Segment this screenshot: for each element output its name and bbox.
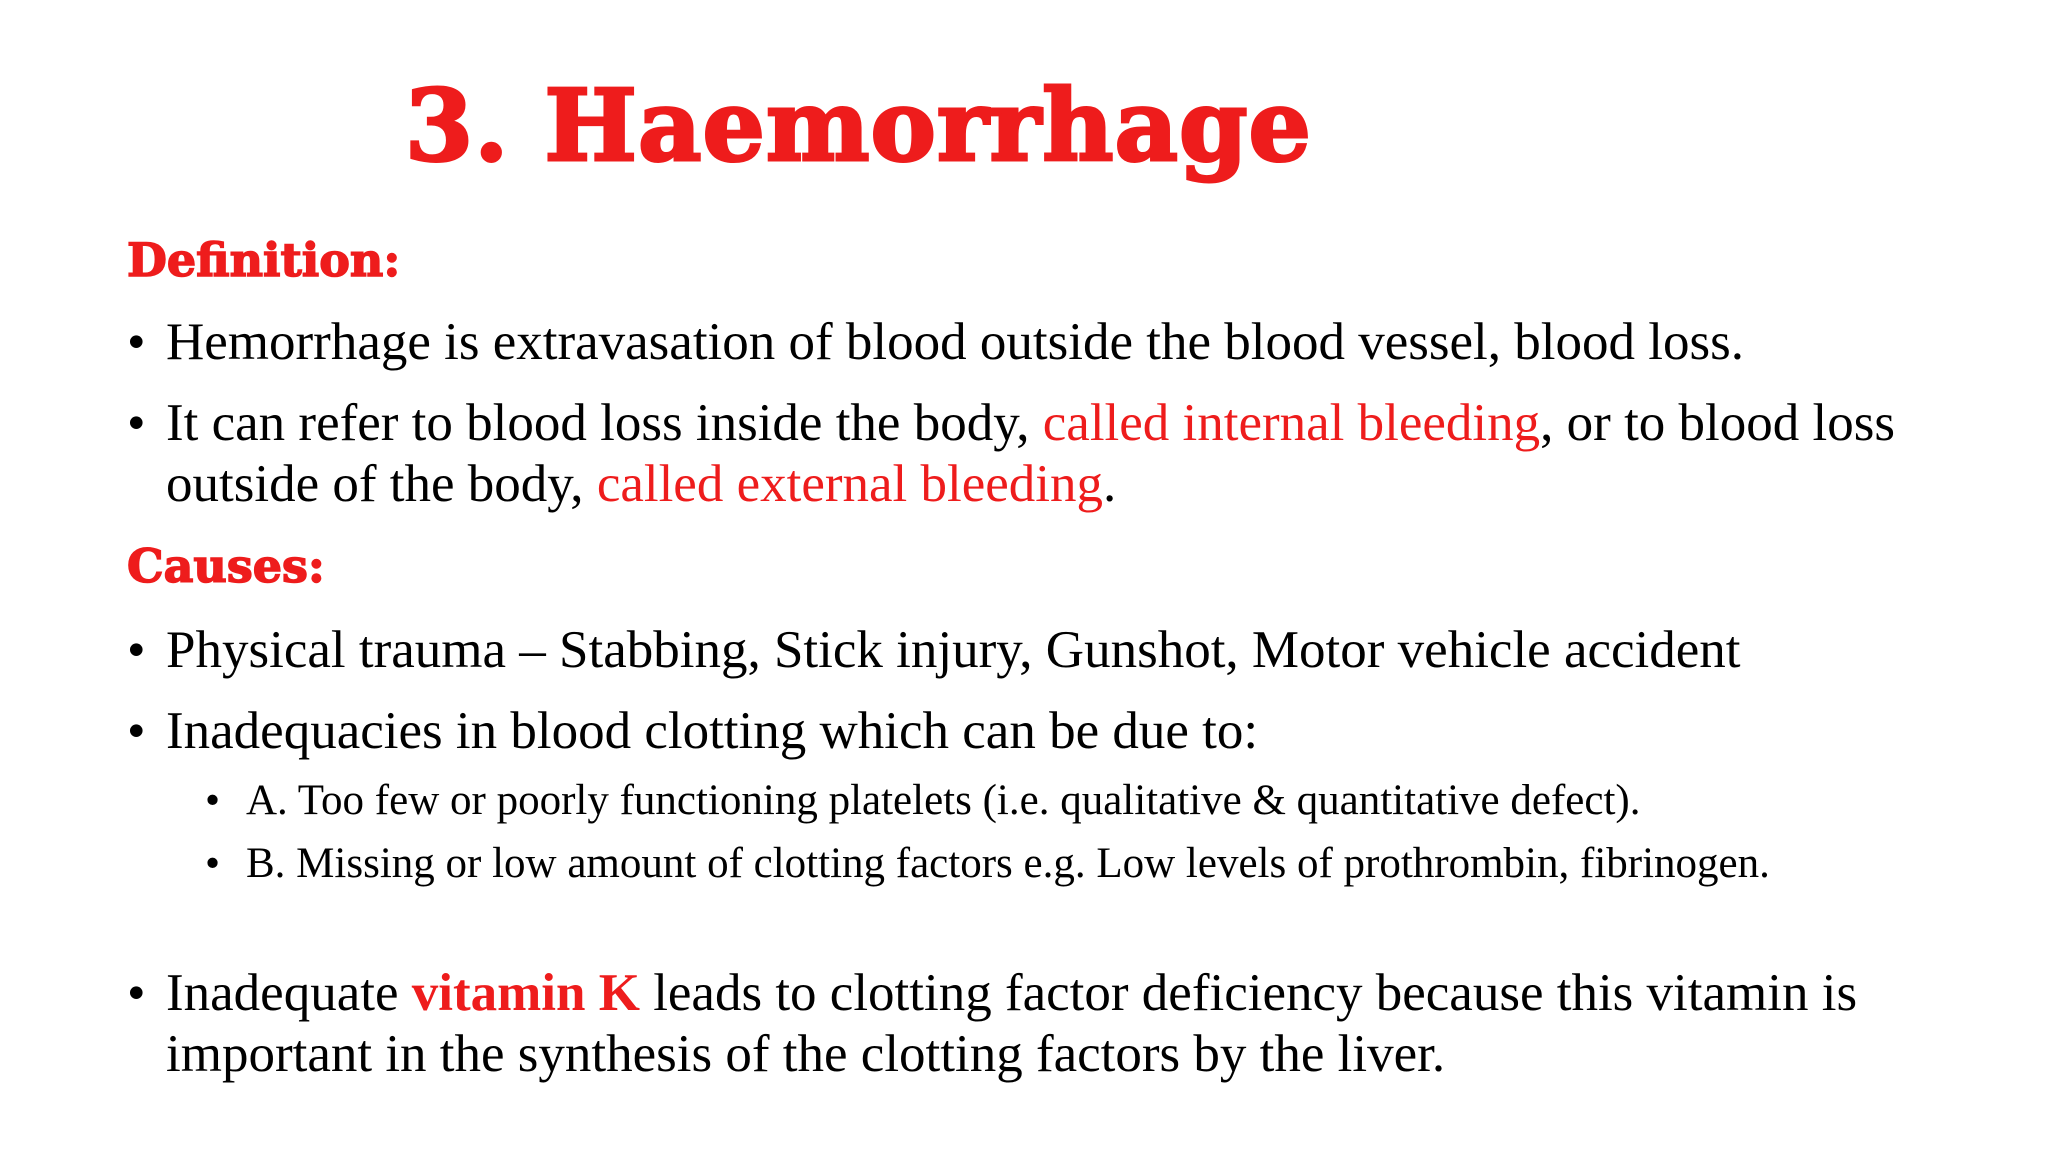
- bullet-text: Inadequacies in blood clotting which can be due to:: [166, 702, 1259, 760]
- sub-bullet-text: B. Missing or low amount of clotting factors e.g. Low levels of prothrombin, fibrinogen.: [246, 840, 1770, 887]
- bullet-text-part: It can refer to blood loss inside the body,: [166, 394, 1043, 452]
- bullet-text-part: Inadequate: [166, 964, 412, 1022]
- bullet-marker: •: [127, 313, 146, 371]
- causes-bullet-2: [127, 701, 1957, 762]
- bullet-text: Physical trauma – Stabbing, Stick injury, Gunshot, Motor vehicle accident: [166, 621, 1741, 679]
- vitamin-k-highlight: vitamin K: [411, 964, 640, 1022]
- bullet-text-part: , or to blood loss outside of the body,: [166, 394, 1895, 513]
- causes-heading: Causes:: [127, 539, 325, 593]
- sub-bullet-text: A. Too few or poorly functioning platelets (i.e. qualitative & quantitative defect).: [246, 777, 1641, 824]
- definition-bullet-2: [127, 393, 1957, 515]
- bullet-text-part: .: [1103, 455, 1117, 513]
- bullet-marker: •: [127, 702, 146, 760]
- definition-heading: Definition:: [127, 233, 401, 287]
- causes-bullet-3: [127, 963, 1957, 1085]
- bullet-text-part: leads to clotting factor deficiency because this vitamin is important in the synthesis of the clotting factors by the liver.: [166, 964, 1858, 1083]
- bullet-marker: •: [127, 394, 146, 452]
- causes-subitem-b: [205, 838, 1855, 890]
- internal-bleeding-highlight: called internal bleeding: [1042, 394, 1541, 452]
- sub-bullet-marker: •: [205, 840, 221, 887]
- bullet-marker: •: [127, 964, 146, 1022]
- sub-bullet-marker: •: [205, 777, 221, 824]
- causes-subitem-a: [205, 775, 1855, 827]
- bullet-text: Hemorrhage is extravasation of blood outside the blood vessel, blood loss.: [166, 313, 1744, 371]
- causes-bullet-1: [127, 620, 1957, 681]
- definition-bullet-1: [127, 312, 1957, 373]
- external-bleeding-highlight: called external bleeding: [596, 455, 1104, 513]
- slide-title: 3. Haemorrhage: [405, 69, 1312, 184]
- bullet-marker: •: [127, 621, 146, 679]
